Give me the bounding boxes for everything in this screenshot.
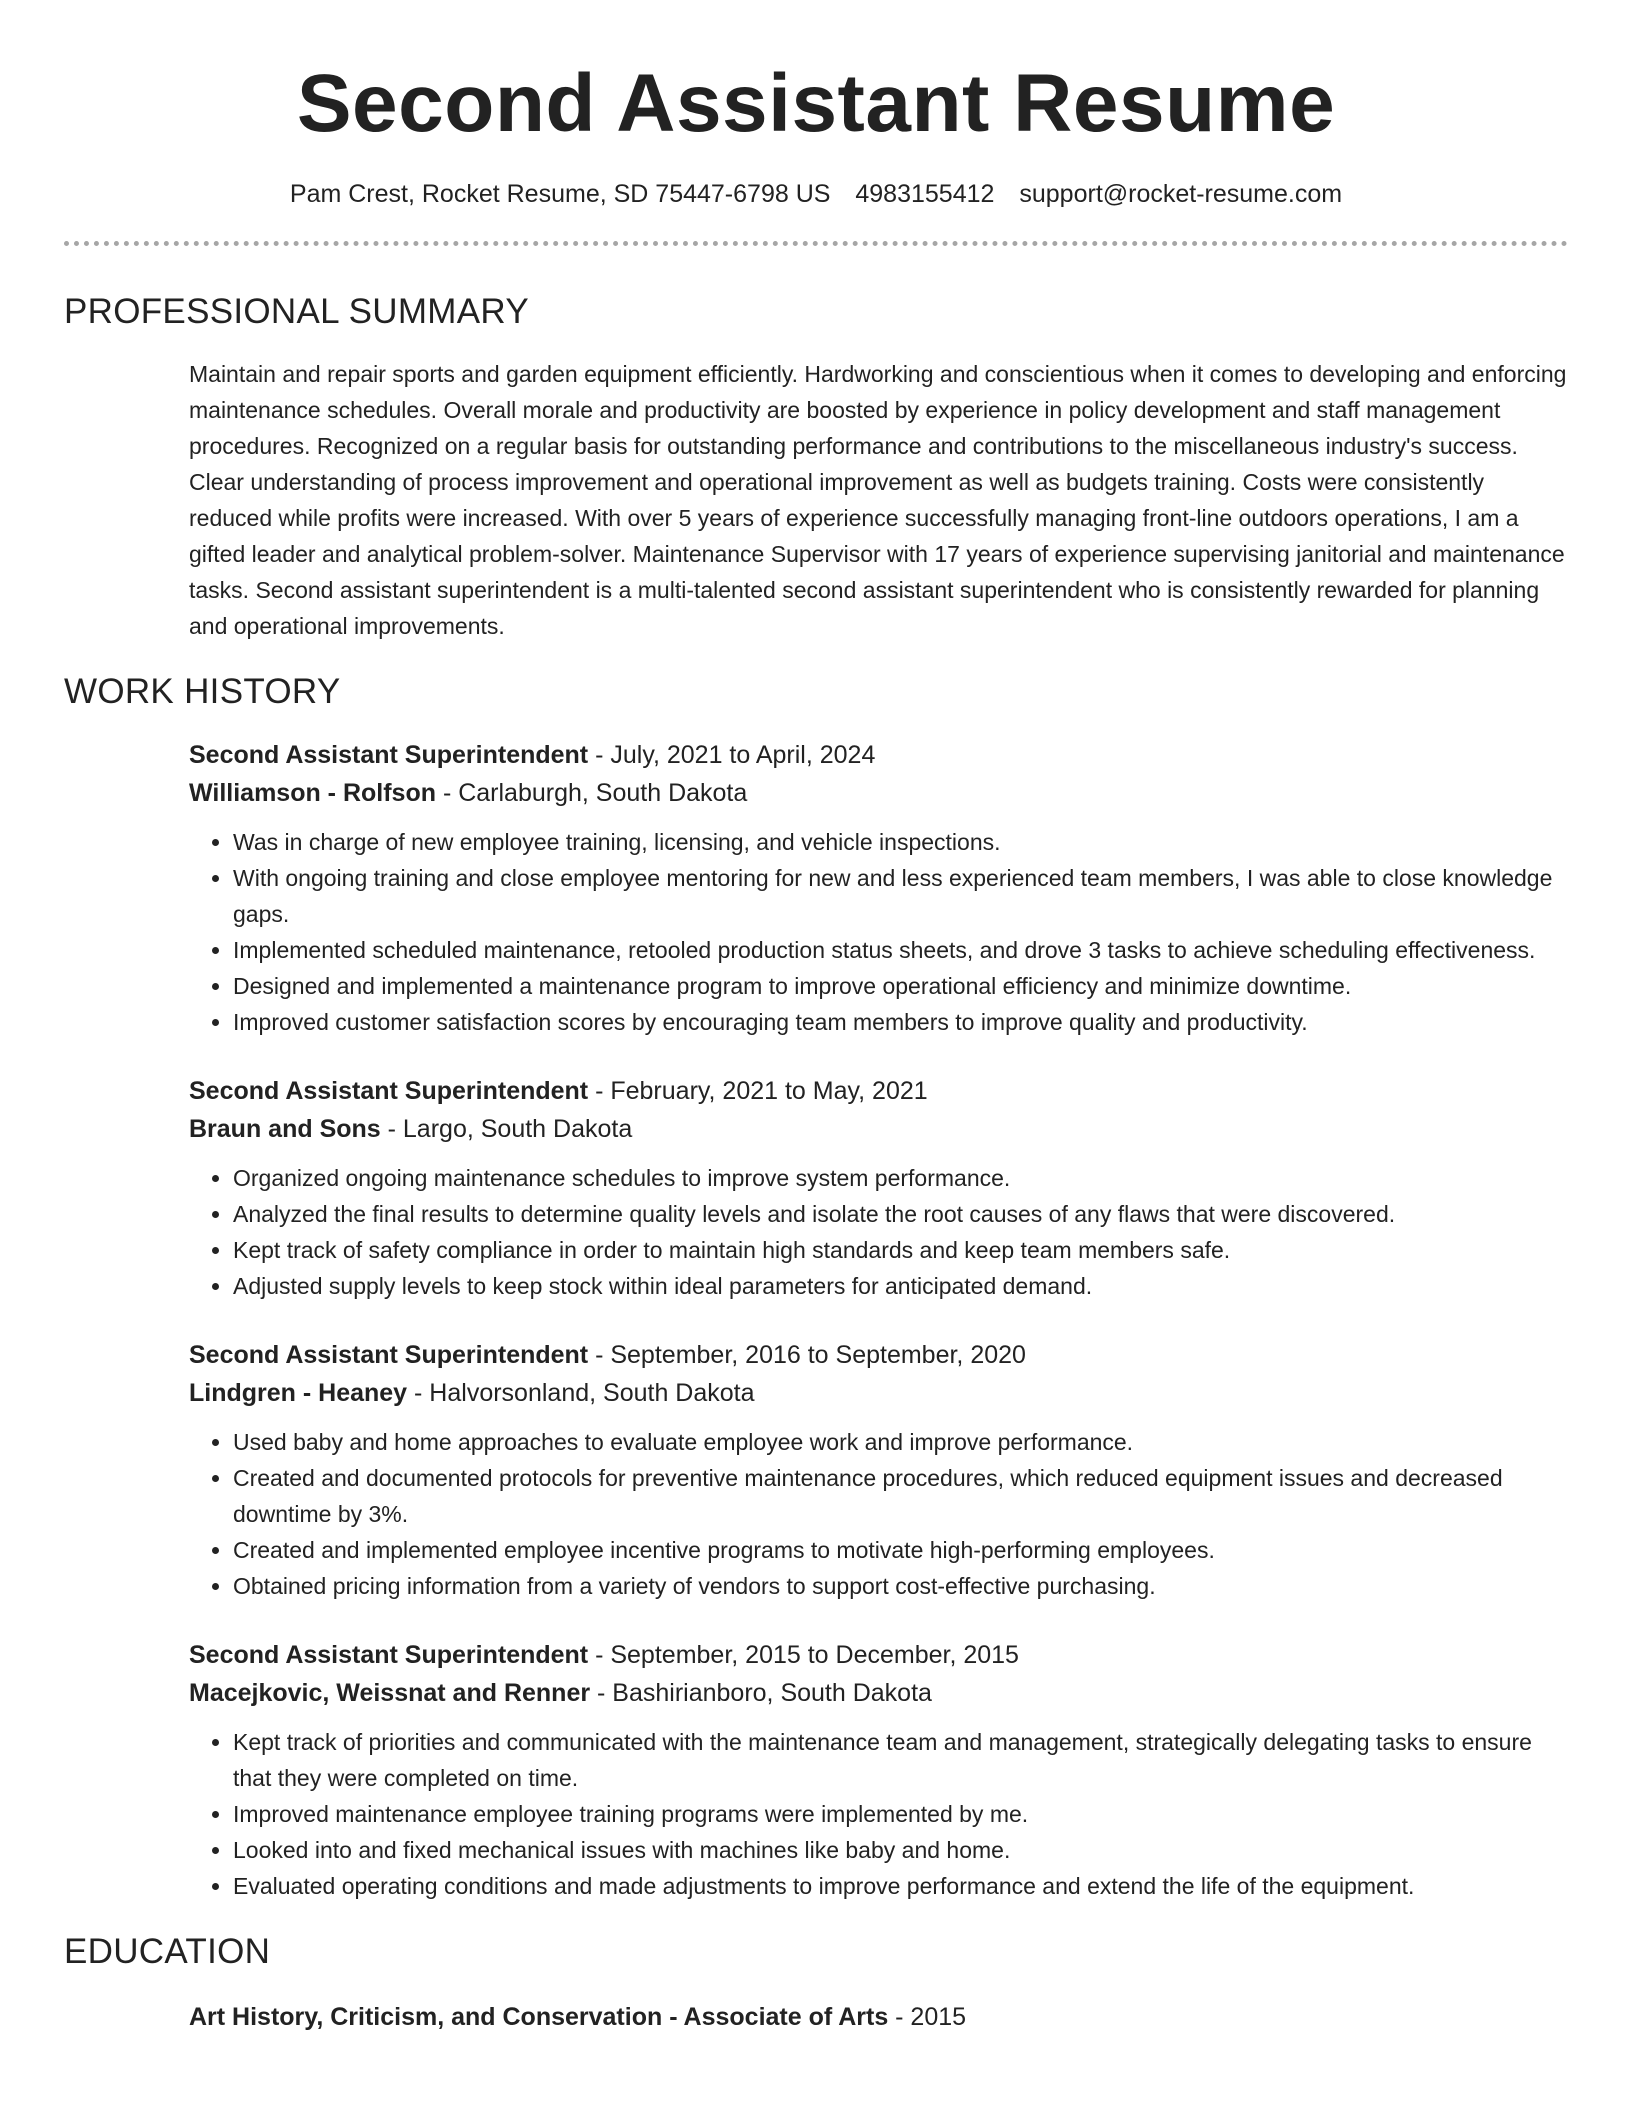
education-section xyxy=(189,1998,1568,2036)
job-bullet: • Obtained pricing information from a variety of vendors to support cost-effective purchasing. xyxy=(233,1568,1568,1604)
job-company: Williamson - Rolfson xyxy=(189,779,436,807)
job-bullet: • Improved maintenance employee training programs were implemented by me. xyxy=(233,1796,1568,1832)
resume-title: Second Assistant Resume xyxy=(296,58,1336,149)
job-location: - Carlaburgh, South Dakota xyxy=(436,779,748,807)
job-bullet: • Evaluated operating conditions and made adjustments to improve performance and extend the life of the equipment. xyxy=(233,1868,1568,1904)
job-bullet: • Improved customer satisfaction scores by encouraging team members to improve quality and productivity. xyxy=(233,1004,1568,1040)
job-bullet: • Used baby and home approaches to evaluate employee work and improve performance. xyxy=(233,1424,1568,1460)
job-bullets xyxy=(189,1160,1568,1304)
job-location: - Largo, South Dakota xyxy=(380,1115,633,1143)
job-company-line xyxy=(189,1110,1568,1148)
job-company-line xyxy=(189,774,1568,812)
job-entry xyxy=(189,1636,1568,1904)
job-entry xyxy=(189,1072,1568,1304)
summary-section xyxy=(189,356,1568,644)
job-bullet: • Organized ongoing maintenance schedules to improve system performance. xyxy=(233,1160,1568,1196)
job-location: - Bashirianboro, South Dakota xyxy=(590,1679,932,1707)
job-company-line xyxy=(189,1674,1568,1712)
summary-heading: PROFESSIONAL SUMMARY xyxy=(64,292,529,331)
job-bullet: • Created and implemented employee incentive programs to motivate high-performing employees. xyxy=(233,1532,1568,1568)
job-bullet: • Kept track of safety compliance in order to maintain high standards and keep team members safe. xyxy=(233,1232,1568,1268)
job-company: Macejkovic, Weissnat and Renner xyxy=(189,1679,591,1707)
contact-address: Pam Crest, Rocket Resume, SD 75447-6798 US xyxy=(289,180,831,208)
education-year: - 2015 xyxy=(888,2003,967,2031)
job-role: Second Assistant Superintendent xyxy=(189,741,589,769)
job-company: Lindgren - Heaney xyxy=(189,1379,408,1407)
job-role-line xyxy=(189,1636,1568,1674)
work-history-heading: WORK HISTORY xyxy=(64,672,341,711)
job-role-line xyxy=(189,736,1568,774)
contact-line xyxy=(64,178,1568,210)
job-bullet: • Was in charge of new employee training, licensing, and vehicle inspections. xyxy=(233,824,1568,860)
job-bullet: • Looked into and fixed mechanical issues with machines like baby and home. xyxy=(233,1832,1568,1868)
header-divider xyxy=(64,241,1568,246)
job-bullet: • Analyzed the final results to determine quality levels and isolate the root causes of any flaws that were discovered. xyxy=(233,1196,1568,1232)
education-degree: Art History, Criticism, and Conservation - Associate of Arts xyxy=(189,2003,889,2031)
job-role: Second Assistant Superintendent xyxy=(189,1077,589,1105)
job-bullet: • Implemented scheduled maintenance, retooled production status sheets, and drove 3 tasks to achieve scheduling effectiveness. xyxy=(233,932,1568,968)
job-location: - Halvorsonland, South Dakota xyxy=(407,1379,755,1407)
job-entry xyxy=(189,736,1568,1040)
education-heading: EDUCATION xyxy=(64,1932,271,1971)
job-role-line xyxy=(189,1072,1568,1110)
job-bullets xyxy=(189,1424,1568,1604)
job-dates: - September, 2015 to December, 2015 xyxy=(588,1641,1019,1669)
job-company-line xyxy=(189,1374,1568,1412)
job-bullets xyxy=(189,824,1568,1040)
job-dates: - July, 2021 to April, 2024 xyxy=(588,741,876,769)
job-bullet: • Created and documented protocols for preventive maintenance procedures, which reduced equipment issues and decreased downtime by 3%. xyxy=(233,1460,1568,1532)
job-role: Second Assistant Superintendent xyxy=(189,1641,589,1669)
education-entry xyxy=(189,1998,1568,2036)
job-dates: - September, 2016 to September, 2020 xyxy=(588,1341,1026,1369)
job-role-line xyxy=(189,1336,1568,1374)
job-bullet: • With ongoing training and close employee mentoring for new and less experienced team members, I was able to close knowledge gaps. xyxy=(233,860,1568,932)
job-bullet: • Kept track of priorities and communicated with the maintenance team and management, strategically delegating tasks to ensure that they were completed on time. xyxy=(233,1724,1568,1796)
summary-text: Maintain and repair sports and garden equipment efficiently. Hardworking and conscientious when it comes to developing and enforcing maintenance schedules. Overall morale and productivity are boosted by experience in policy development and staff management procedures. Recognized on a regular basis for outstanding performance and contributions to the miscellaneous industry's success. Clear understanding of process improvement and operational improvement as well as budgets training. Costs were consistently reduced while profits were increased. With over 5 years of experience successfully managing front-line outdoors operations, I am a gifted leader and analytical problem-solver. Maintenance Supervisor with 17 years of experience supervising janitorial and maintenance tasks. Second assistant superintendent is a multi-talented second assistant superintendent who is consistently rewarded for planning and operational improvements. xyxy=(189,361,1567,639)
contact-email: support@rocket-resume.com xyxy=(1019,180,1343,208)
job-company: Braun and Sons xyxy=(189,1115,381,1143)
job-bullet: • Designed and implemented a maintenance program to improve operational efficiency and minimize downtime. xyxy=(233,968,1568,1004)
job-bullets xyxy=(189,1724,1568,1904)
contact-phone: 4983155412 xyxy=(855,180,995,208)
job-entry xyxy=(189,1336,1568,1604)
work-history-section xyxy=(189,736,1568,1904)
job-bullet: • Adjusted supply levels to keep stock within ideal parameters for anticipated demand. xyxy=(233,1268,1568,1304)
job-dates: - February, 2021 to May, 2021 xyxy=(588,1077,928,1105)
job-role: Second Assistant Superintendent xyxy=(189,1341,589,1369)
